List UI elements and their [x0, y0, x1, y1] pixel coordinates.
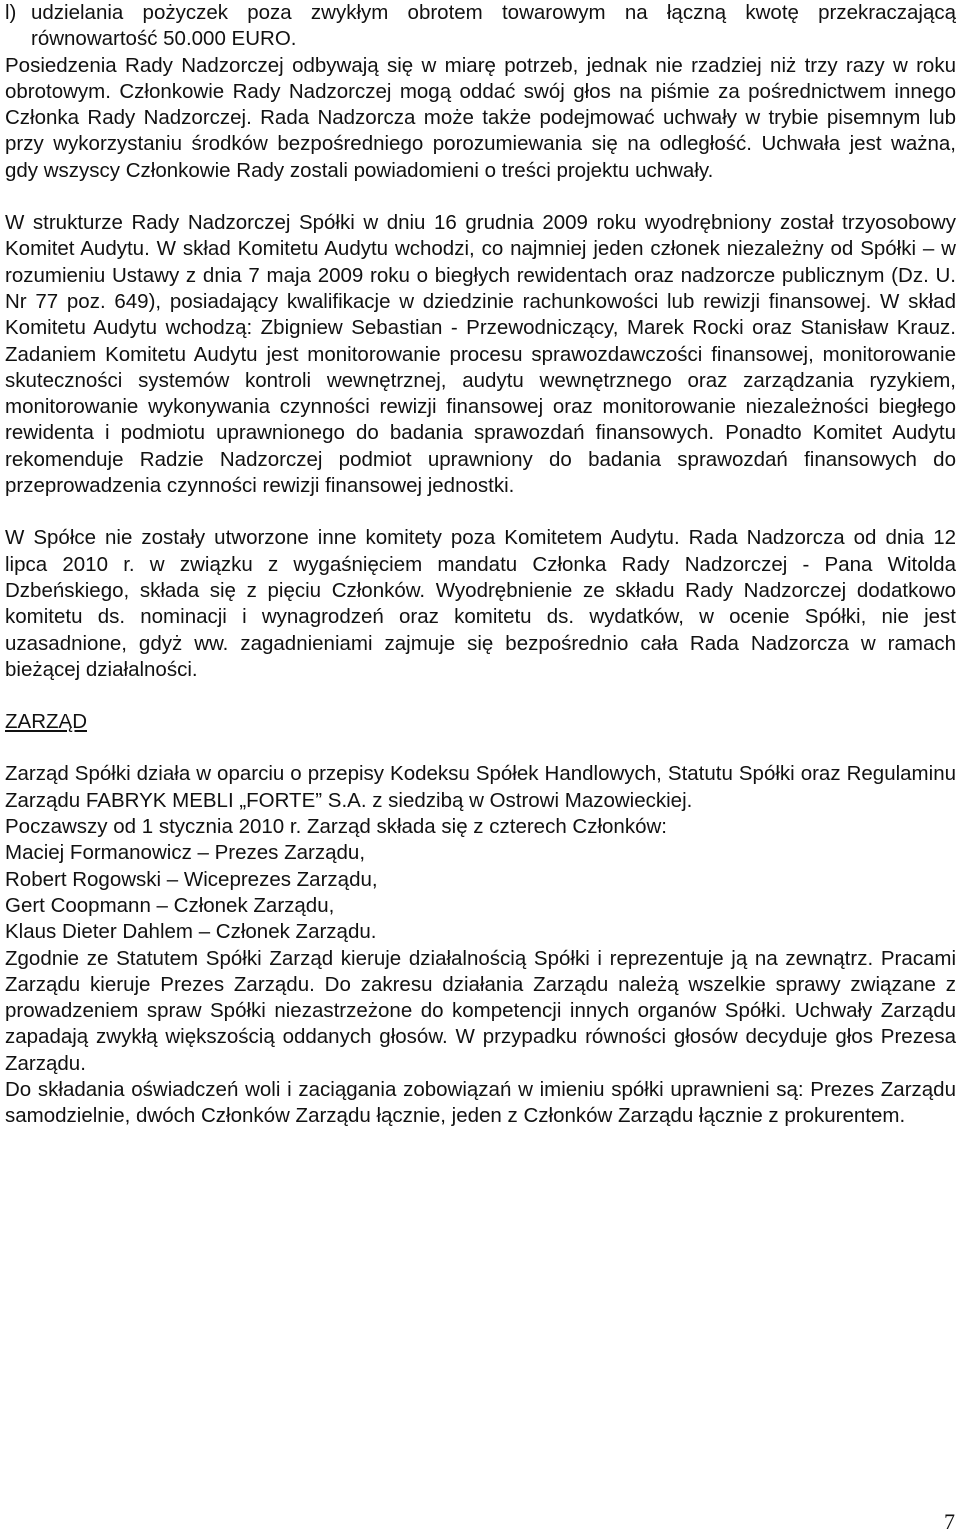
list-item-label: l) — [5, 1, 17, 24]
audit-committee-paragraph: W strukturze Rady Nadzorczej Spółki w dniu 16 grudnia 2009 roku wyodrębniony został trzyosobowy Komitet Audytu. W skład Komitetu Audytu wchodzi, co najmniej jeden członek niezależny od Spółki – w rozumieniu Ustawy z dnia 7 maja 2009 roku o biegłych rewidentach oraz nadzorcze publicznym (Dz. U. Nr 77 poz. 649), posiadający kwalifikacje w dziedzinie rachunkowości lub rewizji finansowej. W skład Komitetu Audytu wchodzą: Zbigniew Sebastian - Przewodniczący, Marek Rocki oraz Stanisław Krauz. Zadaniem Komitetu Audytu jest monitorowanie procesu sprawozdawczości finansowej, monitorowanie skuteczności systemów kontroli wewnętrznej, audytu wewnętrznego oraz zarządzania ryzykiem, monitorowanie wykonywania czynności rewizji finansowej oraz monitorowanie niezależności biegłego rewidenta i podmiotu uprawnionego do badania sprawozdań finansowych. Ponadto Komitet Audytu rekomenduje Radzie Nadzorczej podmiot uprawniony do badania sprawozdań finansowych do przeprowadzenia czynności rewizji finansowej jednostki. — [5, 211, 956, 498]
list-item-text: udzielania pożyczek poza zwykłym obrotem towarowym na łączną kwotę przekraczającą równowartość 50.000 EURO. — [31, 1, 956, 51]
paragraph-spacer — [5, 499, 956, 525]
page-number: 7 — [944, 1509, 955, 1534]
meetings-paragraph: Posiedzenia Rady Nadzorczej odbywają się w miarę potrzeb, jednak nie rzadziej niż trzy razy w roku obrotowym. Członkowie Rady Nadzorczej mogą oddać swój głos na piśmie za pośrednictwem innego Członka Rady Nadzorczej. Rada Nadzorcza może także podejmować uchwały w trybie pisemnym lub przy wykorzystaniu środków bezpośredniego porozumiewania się na odległość. Uchwała jest ważna, gdy wszyscy Członkowie Rady zostali powiadomieni o treści projektu uchwały. — [5, 53, 956, 182]
paragraph-spacer — [5, 184, 956, 210]
section-heading-zarzad: ZARZĄD — [5, 710, 87, 734]
management-member: Robert Rogowski – Wiceprezes Zarządu, — [5, 867, 378, 891]
management-intro-paragraph: Zarząd Spółki działa w oparciu o przepisy Kodeksu Spółek Handlowych, Statutu Spółki oraz Regulaminu Zarządu FABRYK MEBLI „FORTE” S.A. z siedzibą w Ostrowi Mazowieckiej. — [5, 762, 956, 812]
management-since-line: Poczawszy od 1 stycznia 2010 r. Zarząd składa się z czterech Członków: — [5, 815, 667, 839]
management-member: Maciej Formanowicz – Prezes Zarządu, — [5, 841, 366, 865]
document-page — [5, 0, 956, 1130]
management-member: Klaus Dieter Dahlem – Członek Zarządu. — [5, 920, 377, 944]
management-representation-paragraph: Do składania oświadczeń woli i zaciągania zobowiązań w imieniu spółki uprawnieni są: Prezes Zarządu samodzielnie, dwóch Członków Zarządu łącznie, jeden z Członków Zarządu łącznie z prokurentem. — [5, 1077, 956, 1128]
paragraph-spacer — [5, 735, 956, 761]
management-member: Gert Coopmann – Członek Zarządu, — [5, 893, 335, 917]
paragraph-spacer — [5, 683, 956, 709]
list-item-l — [5, 0, 956, 53]
management-duties-paragraph: Zgodnie ze Statutem Spółki Zarząd kieruje działalnością Spółki i reprezentuje ją na zewnątrz. Pracami Zarządu kieruje Prezes Zarządu. Do zakresu działania Zarządu należą wszelkie sprawy związane z prowadzeniem spraw Spółki niezastrzeżone do kompetencji innych organów Spółki. Uchwały Zarządu zapadają zwykłą większością oddanych głosów. W przypadku równości głosów decyduje głos Prezesa Zarządu. — [5, 946, 956, 1075]
other-committees-paragraph: W Spółce nie zostały utworzone inne komitety poza Komitetem Audytu. Rada Nadzorcza od dnia 12 lipca 2010 r. w związku z wygaśnięciem mandatu Członka Rady Nadzorczej - Pana Witolda Dzbeńskiego, składa się z pięciu Członków. Wyodrębnienie ze składu Rady Nadzorczej dodatkowo komitetu ds. nominacji i wynagrodzeń oraz komitetu ds. wydatków, w ocenie Spółki, nie jest uzasadnione, gdyż ww. zagadnieniami zajmuje się bezpośrednio cała Rada Nadzorcza w ramach bieżącej działalności. — [5, 526, 956, 681]
